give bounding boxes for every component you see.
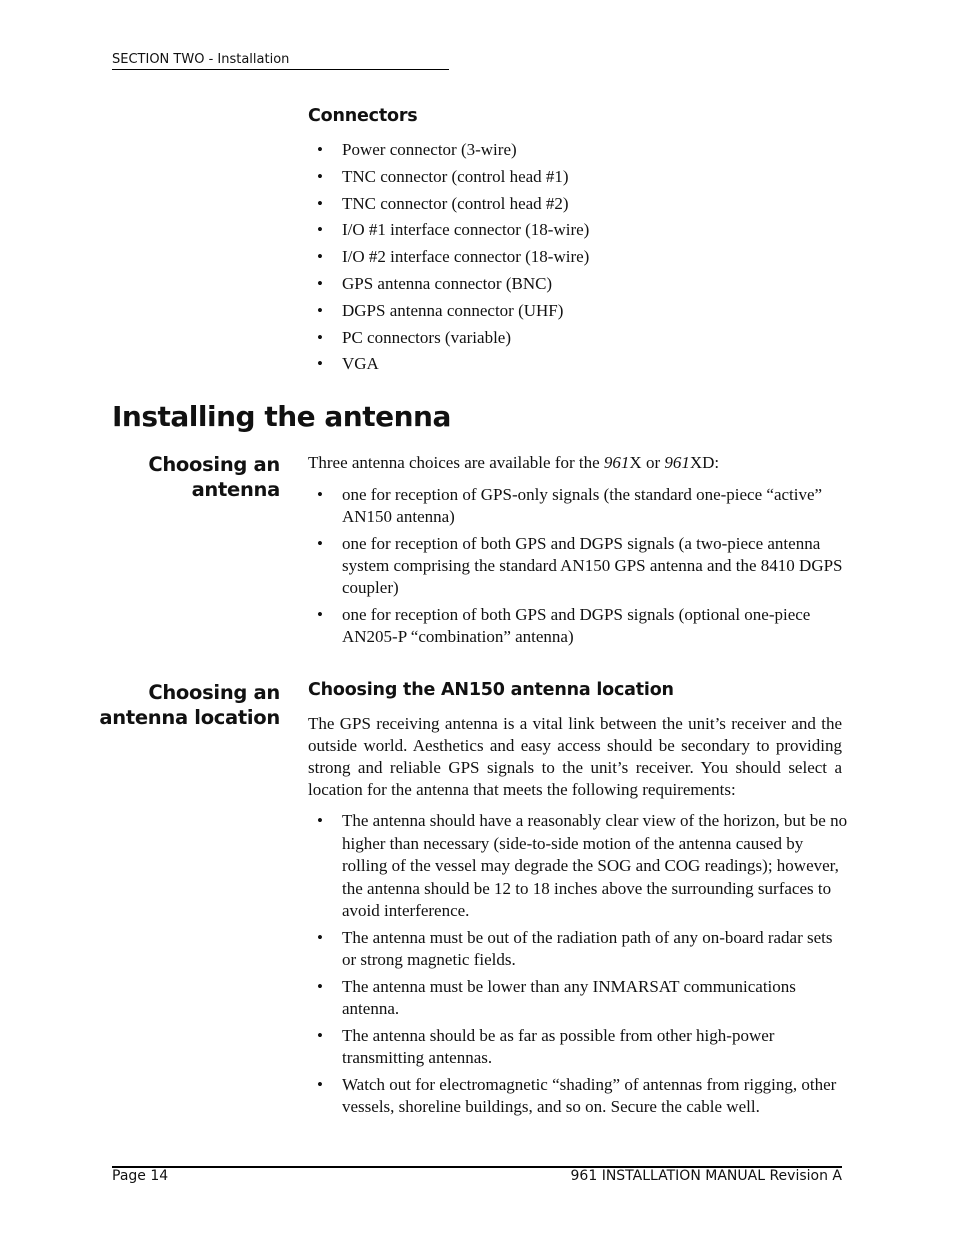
model-suffix: X — [629, 453, 642, 472]
antenna-choice-list — [308, 484, 848, 653]
list-item: • The antenna should be as far as possible from other high-power transmitting antennas. — [308, 1025, 848, 1070]
section-title: Installing the antenna — [112, 400, 451, 433]
intro-text: Three antenna choices are available for the — [308, 453, 604, 472]
list-item: • The antenna must be lower than any INMARSAT communications antenna. — [308, 976, 848, 1021]
list-item: • I/O #2 interface connector (18-wire) — [308, 246, 848, 268]
list-item: • DGPS antenna connector (UHF) — [308, 300, 848, 322]
list-item: • The antenna must be out of the radiation path of any on-board radar sets or strong magnetic fields. — [308, 927, 848, 972]
list-item: • TNC connector (control head #2) — [308, 193, 848, 215]
connector-list — [308, 139, 848, 380]
model-name: 961 — [664, 453, 690, 472]
side-heading-line: antenna — [191, 478, 280, 501]
manual-title: 961 INSTALLATION MANUAL Revision A — [570, 1168, 842, 1184]
list-item: • Watch out for electromagnetic “shading” of antennas from rigging, other vessels, shoreline buildings, and so on. Secure the cable well. — [308, 1074, 848, 1119]
list-item: • GPS antenna connector (BNC) — [308, 273, 848, 295]
list-item: • The antenna should have a reasonably clear view of the horizon, but be no higher than necessary (side-to-side motion of the antenna caused by rolling of the vessel may degrade the SOG and COG readings); however, the antenna should be 12 to 18 inches above the surrounding surfaces to avoid interference. — [308, 810, 848, 923]
list-item: • one for reception of GPS-only signals (the standard one-piece “active” AN150 antenna) — [308, 484, 848, 528]
side-heading-line: Choosing an — [148, 453, 280, 476]
intro-paragraph — [308, 452, 848, 474]
location-requirements-list — [308, 810, 848, 1123]
list-item: • I/O #1 interface connector (18-wire) — [308, 219, 848, 241]
side-heading-line: Choosing an — [148, 681, 280, 704]
intro-text: or — [641, 453, 665, 472]
side-heading-choosing-location — [99, 680, 280, 730]
list-item: • one for reception of both GPS and DGPS signals (optional one-piece AN205-P “combination” antenna) — [308, 604, 848, 648]
side-heading-choosing-antenna — [148, 452, 280, 502]
list-item: • TNC connector (control head #1) — [308, 166, 848, 188]
location-paragraph: The GPS receiving antenna is a vital link between the unit’s receiver and the outside world. Aesthetics and easy access should be secondary to providing strong and reliable GPS signals to the unit’s receiver. You should select a location for the antenna that meets the following requirements: — [308, 714, 842, 799]
list-item: • one for reception of both GPS and DGPS signals (a two-piece antenna system comprising the standard AN150 GPS antenna and the 8410 DGPS coupler) — [308, 533, 848, 599]
list-item: • Power connector (3-wire) — [308, 139, 848, 161]
model-name: 961 — [603, 453, 630, 472]
list-item: • VGA — [308, 353, 848, 375]
an150-location-heading: Choosing the AN150 antenna location — [308, 680, 674, 700]
list-item: • PC connectors (variable) — [308, 327, 848, 349]
running-head: SECTION TWO - Installation — [112, 52, 449, 70]
side-heading-line: antenna location — [99, 706, 280, 729]
connectors-heading: Connectors — [308, 106, 418, 126]
model-suffix: XD: — [689, 453, 720, 472]
page-number: Page 14 — [112, 1168, 169, 1184]
